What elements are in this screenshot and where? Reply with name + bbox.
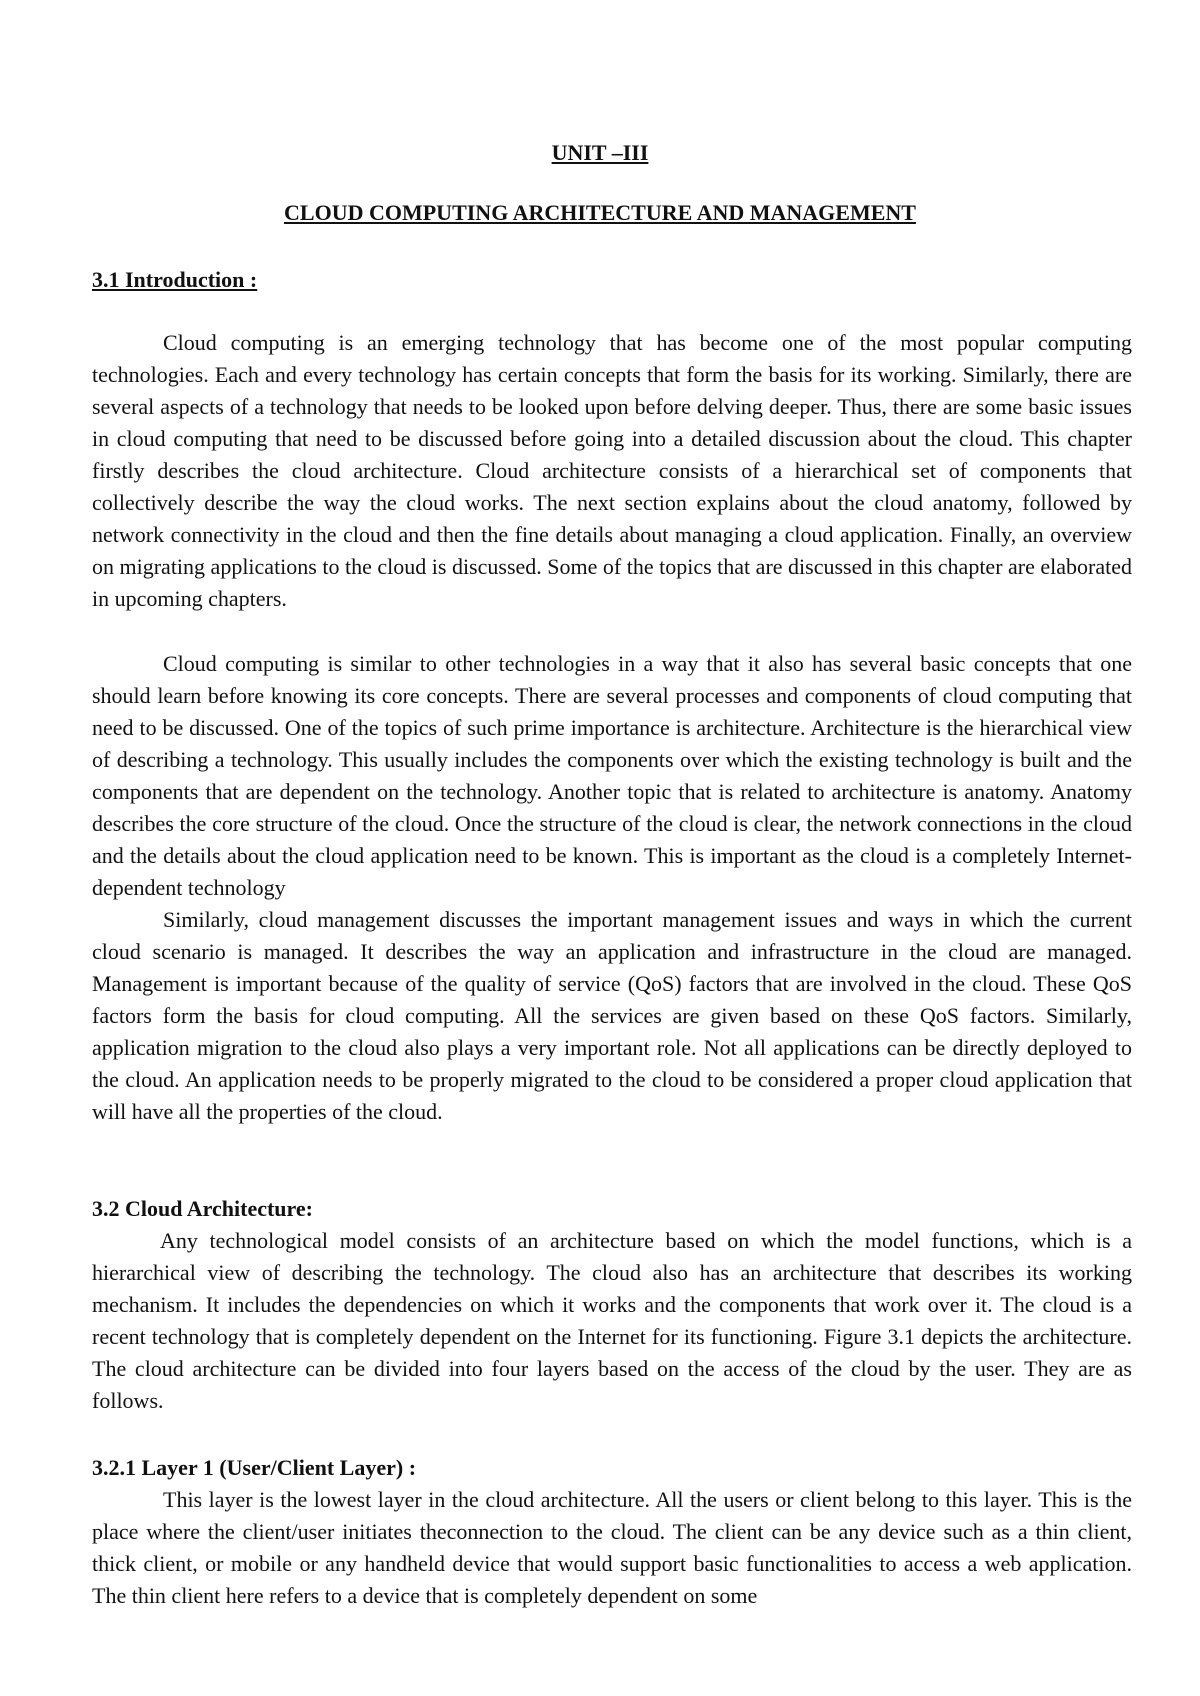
chapter-title: CLOUD COMPUTING ARCHITECTURE AND MANAGEMENT [284, 200, 916, 225]
layer-1-block [92, 1484, 1132, 1612]
section-heading-layer-1: 3.2.1 Layer 1 (User/Client Layer) : [92, 1455, 417, 1480]
section-heading-cloud-architecture: 3.2 Cloud Architecture: [92, 1196, 313, 1221]
introduction-paragraphs-2-3-block [92, 648, 1132, 1128]
section-heading-introduction: 3.1 Introduction : [92, 267, 258, 292]
layer-1-paragraph: This layer is the lowest layer in the cloud architecture. All the users or client belong to this layer. This is the place where the client/user initiates theconnection to the cloud. The client can be any device such as a thin client, thick client, or mobile or any handheld device that would support basic functionalities to access a web application. The thin client here refers to a device that is completely dependent on some [92, 1487, 1132, 1608]
cloud-architecture-block [92, 1225, 1132, 1417]
introduction-paragraph-2: Cloud computing is similar to other technologies in a way that it also has several basic concepts that one should learn before knowing its core concepts. There are several processes and components of cloud computing that need to be discussed. One of the topics of such prime importance is architecture. Architecture is the hierarchical view of describing a technology. This usually includes the components over which the existing technology is built and the components that are dependent on the technology. Another topic that is related to architecture is anatomy. Anatomy describes the core structure of the cloud. Once the structure of the cloud is clear, the network connections in the cloud and the details about the cloud application need to be known. This is important as the cloud is a completely Internet-dependent technology [92, 651, 1132, 900]
introduction-paragraph-3: Similarly, cloud management discusses the important management issues and ways in which the current cloud scenario is managed. It describes the way an application and infrastructure in the cloud are managed. Management is important because of the quality of service (QoS) factors that are involved in the cloud. These QoS factors form the basis for cloud computing. All the services are given based on these QoS factors. Similarly, application migration to the cloud also plays a very important role. Not all applications can be directly deployed to the cloud. An application needs to be properly migrated to the cloud to be considered a proper cloud application that will have all the properties of the cloud. [92, 907, 1132, 1124]
introduction-paragraph-1: Cloud computing is an emerging technology that has become one of the most popular computing technologies. Each and every technology has certain concepts that form the basis for its working. Similarly, there are several aspects of a technology that needs to be looked upon before delving deeper. Thus, there are some basic issues in cloud computing that need to be discussed before going into a detailed discussion about the cloud. This chapter firstly describes the cloud architecture. Cloud architecture consists of a hierarchical set of components that collectively describe the way the cloud works. The next section explains about the cloud anatomy, followed by network connectivity in the cloud and then the fine details about managing a cloud application. Finally, an overview on migrating applications to the cloud is discussed. Some of the topics that are discussed in this chapter are elaborated in upcoming chapters. [92, 330, 1132, 611]
introduction-paragraph-1-block [92, 327, 1132, 615]
cloud-architecture-paragraph: Any technological model consists of an architecture based on which the model functions, which is a hierarchical view of describing the technology. The cloud also has an architecture that describes its working mechanism. It includes the dependencies on which it works and the components that work over it. The cloud is a recent technology that is completely dependent on the Internet for its functioning. Figure 3.1 depicts the architecture. The cloud architecture can be divided into four layers based on the access of the cloud by the user. They are as follows. [92, 1228, 1132, 1413]
unit-heading: UNIT –III [551, 140, 649, 165]
